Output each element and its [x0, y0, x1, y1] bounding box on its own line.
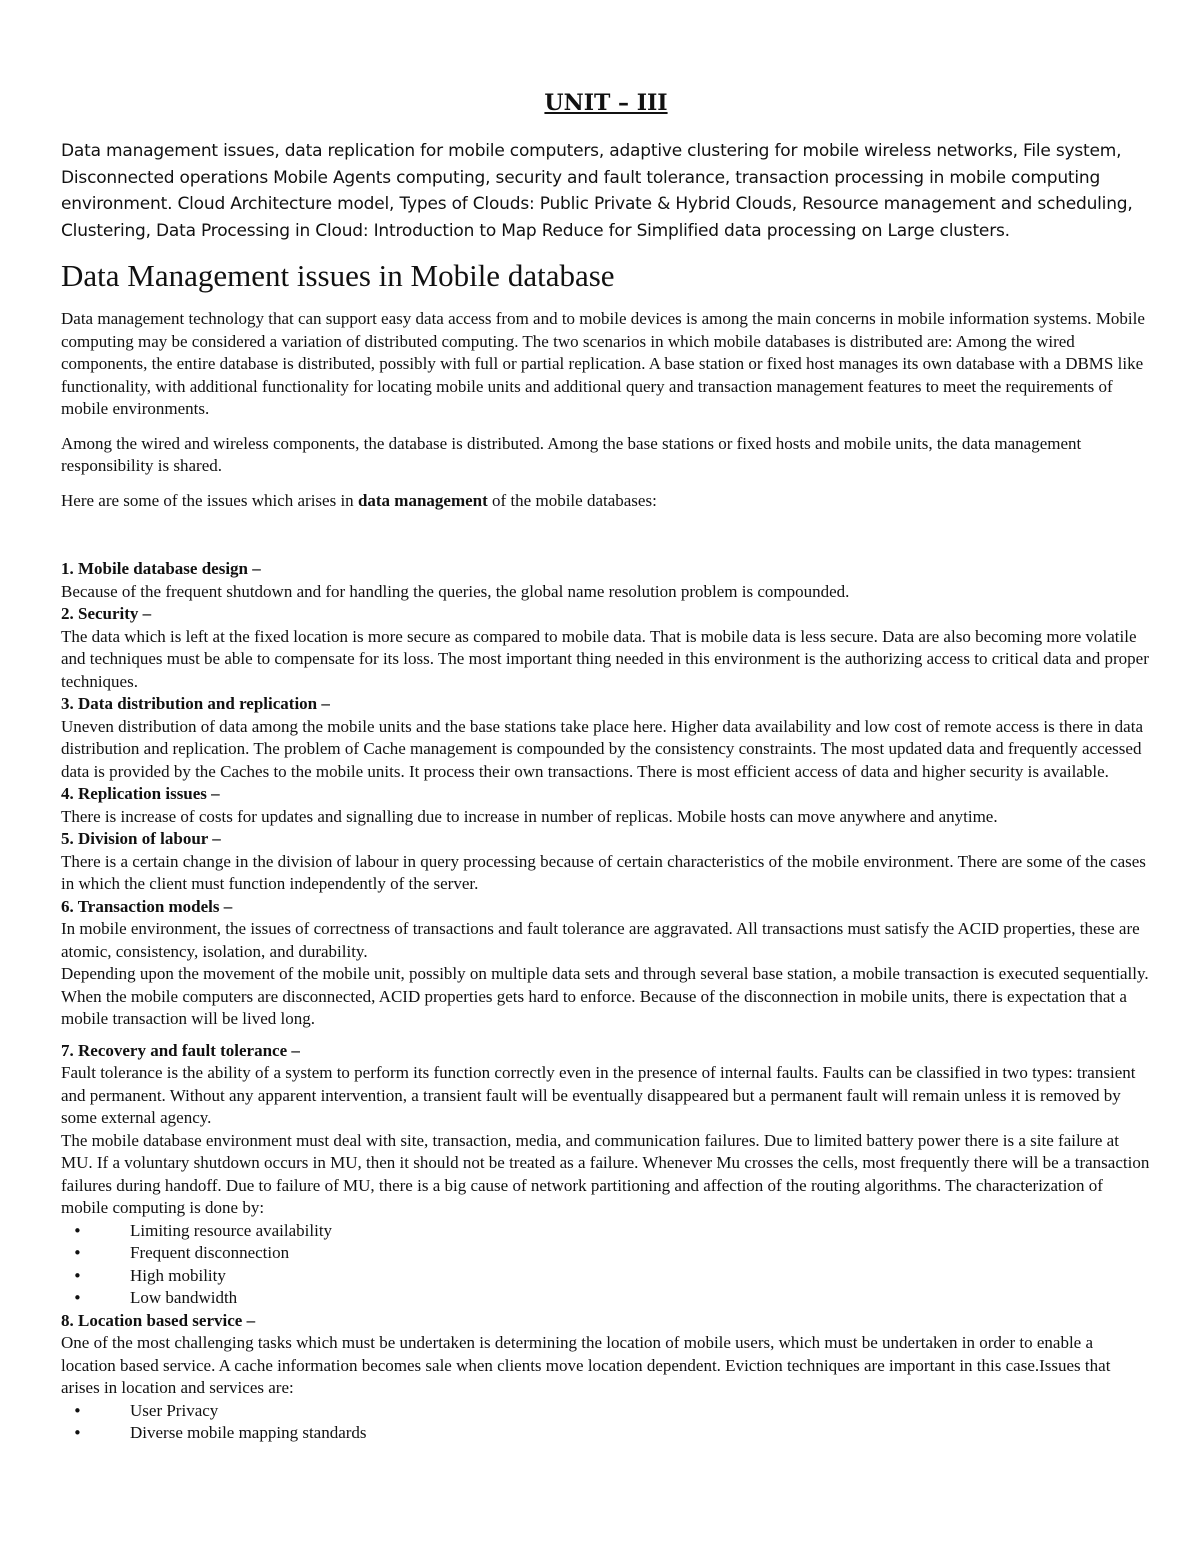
issue-body: Because of the frequent shutdown and for handling the queries, the global name resolution problem is compounded. [61, 581, 850, 601]
bullet-icon: • [73, 1244, 82, 1262]
issue-3 [61, 693, 1151, 783]
issue-body: There is increase of costs for updates and signalling due to increase in number of replicas. Mobile hosts can move anywhere and anytime. [61, 806, 998, 826]
issues-intro-text-end: of the mobile databases: [487, 490, 657, 510]
unit-title: UNIT – III [544, 90, 668, 116]
list-item [61, 1220, 1151, 1243]
issue-body: Uneven distribution of data among the mobile units and the base stations take place here. Higher data availability and low cost of remote access is there in data distribution and replication. The problem of Cache management is compounded by the consistency constraints. The most updated data and frequently accessed data is provided by the Caches to the mobile units. It process their own transactions. There is most efficient access of data and higher security is available. [61, 716, 1143, 781]
issue-4 [61, 783, 1151, 828]
bullet-icon: • [73, 1424, 82, 1442]
issue-body: Fault tolerance is the ability of a system to perform its function correctly even in the presence of internal faults. Faults can be classified in two types: transient and permanent. Without any apparent intervention, a transient fault will be eventually disappeared but a permanent fault will remain unless it is removed by some external agency. [61, 1063, 1136, 1127]
issue-2 [61, 603, 1151, 693]
list-item [61, 1242, 1151, 1265]
issue-body: In mobile environment, the issues of correctness of transactions and fault tolerance are aggravated. All transactions must satisfy the ACID properties, these are atomic, consistency, isolation, and durability. [61, 919, 1140, 961]
issue-title: 3. Data distribution and replication – [61, 694, 330, 713]
location-issues-list [61, 1400, 1151, 1445]
intro-paragraph-2: Among the wired and wireless components, the database is distributed. Among the base stations or fixed hosts and mobile units, the data management responsibility is shared. [61, 433, 1082, 475]
bullet-icon: • [73, 1266, 82, 1285]
list-item-text: High mobility [130, 1265, 226, 1285]
list-item-text: Diverse mobile mapping standards [130, 1423, 367, 1442]
intro-paragraph-1: Data management technology that can support easy data access from and to mobile devices is among the main concerns in mobile information systems. Mobile computing may be considered a variation of distributed computing. The two scenarios in which mobile databases is distributed are: Among the wired components, the entire database is distributed, possibly with full or partial replication. A base station or fixed host manages its own database with a DBMS like functionality, with additional functionality for locating mobile units and additional query and transaction management features to meet the requirements of mobile environments. [61, 309, 1145, 418]
list-item-text: User Privacy [130, 1400, 219, 1420]
issue-body: Depending upon the movement of the mobile unit, possibly on multiple data sets and through several base station, a mobile transaction is executed sequentially. When the mobile computers are disconnected, ACID properties gets hard to enforce. Because of the disconnection in mobile units, there is expectation that a mobile transaction will be lived long. [61, 964, 1149, 1028]
characterization-list [61, 1220, 1151, 1310]
issue-5 [61, 828, 1151, 896]
list-item [61, 1287, 1151, 1310]
issue-body: There is a certain change in the division of labour in query processing because of certain characteristics of the mobile environment. There are some of the cases in which the client must function independently of the server. [61, 851, 1146, 893]
issue-title: 7. Recovery and fault tolerance – [61, 1040, 300, 1060]
issue-body: One of the most challenging tasks which must be undertaken is determining the location of mobile users, which must be undertaken in order to enable a location based service. A cache information becomes sale when clients move location dependent. Eviction techniques are important in this case.Issues that arises in location and services are: [61, 1333, 1111, 1397]
issue-7 [61, 1040, 1151, 1310]
issue-body: The data which is left at the fixed location is more secure as compared to mobile data. That is mobile data is less secure. Data are also becoming more volatile and techniques must be able to compensate for its loss. The most important thing needed in this environment is the authorizing access to critical data and proper techniques. [61, 626, 1149, 691]
list-item-text: Frequent disconnection [130, 1243, 290, 1262]
issue-title: 1. Mobile database design – [61, 559, 261, 578]
issue-6 [61, 896, 1151, 1031]
bullet-icon: • [73, 1221, 82, 1240]
list-item [61, 1265, 1151, 1288]
bullet-icon: • [73, 1289, 82, 1307]
issues-intro-bold: data management [357, 490, 488, 510]
issue-8 [61, 1310, 1151, 1445]
issues-intro-text: Here are some of the issues which arises in [61, 490, 358, 510]
list-item-text: Low bandwidth [130, 1288, 238, 1307]
issues-intro [61, 490, 1151, 513]
list-item [61, 1422, 1151, 1445]
list-item-text: Limiting resource availability [130, 1220, 333, 1240]
issue-title: 6. Transaction models – [61, 896, 233, 916]
issue-body: The mobile database environment must deal with site, transaction, media, and communication failures. Due to limited battery power there is a site failure at MU. If a voluntary shutdown occurs in MU, then it should not be treated as a failure. Whenever Mu crosses the cells, most frequently there will be a transaction failures during handoff. Due to failure of MU, there is a big cause of network partitioning and affection of the routing algorithms. The characterization of mobile computing is done by: [61, 1130, 1150, 1217]
document-page [61, 88, 1151, 1445]
issue-title: 4. Replication issues – [61, 784, 220, 803]
syllabus-paragraph: Data management issues, data replication for mobile computers, adaptive clustering for mobile wireless networks, File system, Disconnected operations Mobile Agents computing, security and fault tolerance, transaction processing in mobile computing environment. Cloud Architecture model, Types of Clouds: Public Private & Hybrid Clouds, Resource management and scheduling, Clustering, Data Processing in Cloud: Introduction to Map Reduce for Simplified data processing on Large clusters. [61, 141, 1133, 241]
section-heading: Data Management issues in Mobile database [61, 258, 615, 293]
issue-1 [61, 558, 1151, 603]
issue-title: 2. Security – [61, 604, 152, 623]
bullet-icon: • [73, 1401, 82, 1420]
list-item [61, 1400, 1151, 1423]
issue-title: 5. Division of labour – [61, 829, 221, 848]
issue-title: 8. Location based service – [61, 1310, 256, 1330]
